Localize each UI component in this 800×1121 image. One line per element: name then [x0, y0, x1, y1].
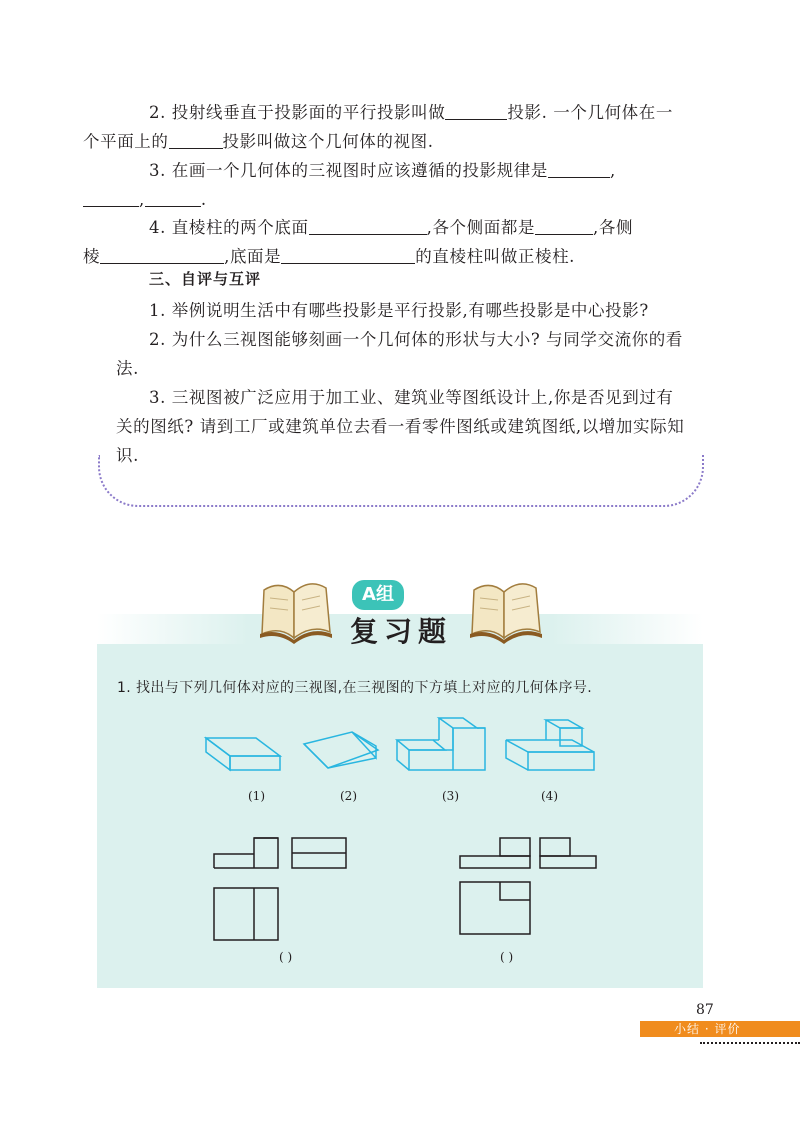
solid-label-3: (3): [442, 789, 459, 803]
exercise-title: 复习题: [349, 615, 452, 648]
q2-text-a: 2. 投射线垂直于投影面的平行投影叫做: [149, 103, 446, 122]
section-heading: 三、自评与互评: [149, 270, 262, 288]
answer-blank[interactable]: [445, 102, 507, 120]
q4-text-f: 的直棱柱叫做正棱柱.: [415, 247, 576, 266]
solid-label-2: (2): [340, 789, 357, 803]
review-question-2: [83, 98, 688, 156]
self-eval-item-3: 3. 三视图被广泛应用于加工业、建筑业等图纸设计上,你是否见到过有关的图纸? 请到工厂或建筑单位去看一看零件图纸或建筑图纸,以增加实际知识.: [116, 388, 685, 465]
q4-text-a: 4. 直棱柱的两个底面: [149, 218, 309, 237]
open-book-icon: [466, 578, 544, 644]
answer-blank[interactable]: [145, 189, 201, 207]
review-question-4: [83, 213, 688, 271]
q2-text-c: 个平面上的: [83, 132, 169, 151]
answer-blank[interactable]: [309, 217, 427, 235]
solid-figure-4: [502, 712, 598, 776]
group-badge: A组: [352, 580, 404, 610]
page-number: 87: [696, 1002, 714, 1018]
q2-text-b: 投影. 一个几何体在一: [507, 103, 673, 122]
answer-blank[interactable]: [83, 189, 139, 207]
summary-frame: [98, 455, 704, 507]
footer-divider: [700, 1042, 800, 1044]
q2-text-d: 投影叫做这个几何体的视图.: [222, 132, 434, 151]
exercise-question-1: 1. 找出与下列几何体对应的三视图,在三视图的下方填上对应的几何体序号.: [117, 680, 593, 696]
answer-blank[interactable]: [100, 246, 224, 264]
solid-figure-2: [296, 728, 380, 776]
solid-figure-1: [200, 728, 284, 776]
q4-text-d: 棱: [83, 247, 101, 266]
answer-blank[interactable]: [281, 246, 415, 264]
q4-text-c: ,各侧: [593, 218, 634, 237]
open-book-icon: [256, 578, 334, 644]
three-view-b: [456, 836, 600, 944]
q4-text-b: ,各个侧面都是: [426, 218, 536, 237]
exercise-panel: [97, 614, 703, 988]
q3-comma-2: ,: [139, 190, 145, 209]
three-view-a: [210, 836, 350, 944]
review-question-3: [116, 156, 688, 214]
self-eval-item-1: 1. 举例说明生活中有哪些投影是平行投影,有哪些投影是中心投影?: [149, 301, 649, 320]
self-eval-item-2: 2. 为什么三视图能够刻画一个几何体的形状与大小? 与同学交流你的看法.: [116, 330, 683, 378]
q4-text-e: ,底面是: [224, 247, 282, 266]
answer-blank[interactable]: [169, 131, 223, 149]
answer-blank-a[interactable]: ( ): [279, 950, 293, 964]
answer-blank[interactable]: [535, 217, 593, 235]
chapter-tab: 小结 · 评价: [640, 1021, 800, 1037]
q3-text-a: 3. 在画一个几何体的三视图时应该遵循的投影规律是: [149, 161, 548, 180]
answer-blank-b[interactable]: ( ): [500, 950, 514, 964]
q3-period: .: [200, 190, 207, 209]
solid-figure-3: [393, 712, 489, 776]
q3-comma-1: ,: [610, 161, 616, 180]
answer-blank[interactable]: [548, 160, 610, 178]
solid-label-4: (4): [541, 789, 558, 803]
solid-label-1: (1): [248, 789, 265, 803]
